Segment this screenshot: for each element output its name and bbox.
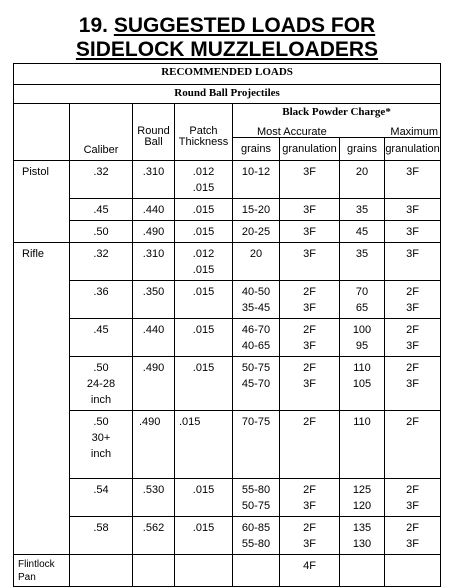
max-grains-header: grains xyxy=(340,138,385,161)
patch-thickness-cell: .015 xyxy=(175,357,233,411)
max-granulation-cell: 2F 3F xyxy=(385,479,441,517)
group-label-pistol: Pistol xyxy=(14,161,70,243)
accurate-granulation-cell: 2F 3F xyxy=(280,357,340,411)
table-row xyxy=(14,319,441,357)
accurate-granulation-cell: 3F xyxy=(280,161,340,199)
accurate-grains-cell: 60-85 55-80 xyxy=(233,517,280,555)
accurate-granulation-cell: 2F 3F xyxy=(280,479,340,517)
group-header-blank xyxy=(14,104,70,161)
caliber-cell: .32 xyxy=(70,243,133,281)
max-granulation-header: granulation xyxy=(385,138,441,161)
accurate-grains-cell: 15-20 xyxy=(233,199,280,221)
caliber-cell: .36 xyxy=(70,281,133,319)
accurate-granulation-cell: 3F xyxy=(280,243,340,281)
max-granulation-cell: 2F 3F xyxy=(385,319,441,357)
caliber-cell: .50 xyxy=(70,221,133,243)
accurate-granulation-cell: 4F xyxy=(280,555,340,587)
group-label-rifle: Rifle xyxy=(14,243,70,555)
patch-thickness-header: Patch Thickness xyxy=(175,104,233,161)
patch-thickness-cell: .015 xyxy=(175,319,233,357)
table-row xyxy=(14,221,441,243)
table-subheading: Round Ball Projectiles xyxy=(14,85,441,104)
charge-subheader xyxy=(233,124,441,138)
recommended-loads-table xyxy=(13,63,441,587)
round-ball-cell: .490 xyxy=(133,221,175,243)
table-row xyxy=(14,199,441,221)
round-ball-cell: .490 xyxy=(133,357,175,411)
acc-granulation-header: granulation xyxy=(280,138,340,161)
max-grains-cell: 20 xyxy=(340,161,385,199)
caliber-cell: .32 xyxy=(70,161,133,199)
patch-thickness-cell: .015 xyxy=(175,199,233,221)
max-granulation-cell: 2F 3F xyxy=(385,281,441,319)
section-number: 19. xyxy=(78,14,108,37)
patch-thickness-cell: .012 .015 xyxy=(175,161,233,199)
round-ball-cell xyxy=(133,555,175,587)
caliber-cell: .54 xyxy=(70,479,133,517)
accurate-granulation-cell: 2F xyxy=(280,411,340,479)
patch-thickness-cell: .015 xyxy=(175,411,233,479)
table-heading: RECOMMENDED LOADS xyxy=(14,64,441,85)
max-grains-cell: 35 xyxy=(340,199,385,221)
round-ball-header: Round Ball xyxy=(133,104,175,161)
table-row xyxy=(14,281,441,319)
max-grains-cell: 35 xyxy=(340,243,385,281)
caliber-cell: .58 xyxy=(70,517,133,555)
accurate-granulation-cell: 2F 3F xyxy=(280,517,340,555)
caliber-cell: .45 xyxy=(70,319,133,357)
table-row xyxy=(14,479,441,517)
accurate-granulation-cell: 2F 3F xyxy=(280,319,340,357)
table-row xyxy=(14,243,441,281)
accurate-granulation-cell: 2F 3F xyxy=(280,281,340,319)
accurate-grains-cell: 20-25 xyxy=(233,221,280,243)
patch-thickness-cell: .015 xyxy=(175,281,233,319)
round-ball-cell: .310 xyxy=(133,243,175,281)
caliber-cell xyxy=(70,555,133,587)
page-title-line-2 xyxy=(0,38,454,62)
accurate-grains-cell: 40-50 35-45 xyxy=(233,281,280,319)
most-accurate-label: Most Accurate xyxy=(257,126,327,138)
max-granulation-cell: 2F 3F xyxy=(385,357,441,411)
max-grains-cell: 100 95 xyxy=(340,319,385,357)
table-row xyxy=(14,411,441,479)
max-grains-cell: 110 xyxy=(340,411,385,479)
max-grains-cell xyxy=(340,555,385,587)
max-granulation-cell: 3F xyxy=(385,243,441,281)
accurate-granulation-cell: 3F xyxy=(280,221,340,243)
table-row xyxy=(14,555,441,587)
accurate-granulation-cell: 3F xyxy=(280,199,340,221)
table-row xyxy=(14,357,441,411)
caliber-header: Caliber xyxy=(70,104,133,161)
max-granulation-cell xyxy=(385,555,441,587)
accurate-grains-cell: 46-70 40-65 xyxy=(233,319,280,357)
accurate-grains-cell: 50-75 45-70 xyxy=(233,357,280,411)
accurate-grains-cell: 55-80 50-75 xyxy=(233,479,280,517)
max-grains-cell: 45 xyxy=(340,221,385,243)
max-grains-cell: 125 120 xyxy=(340,479,385,517)
patch-thickness-cell: .012 .015 xyxy=(175,243,233,281)
accurate-grains-cell: 10-12 xyxy=(233,161,280,199)
round-ball-cell: .530 xyxy=(133,479,175,517)
round-ball-cell: .310 xyxy=(133,161,175,199)
patch-thickness-cell xyxy=(175,555,233,587)
table-row xyxy=(14,517,441,555)
max-grains-cell: 70 65 xyxy=(340,281,385,319)
max-granulation-cell: 3F xyxy=(385,161,441,199)
max-granulation-cell: 2F xyxy=(385,411,441,479)
accurate-grains-cell: 20 xyxy=(233,243,280,281)
caliber-cell: .50 30+ inch xyxy=(70,411,133,479)
accurate-grains-cell xyxy=(233,555,280,587)
page-title-line-1 xyxy=(0,14,454,38)
max-grains-cell: 110 105 xyxy=(340,357,385,411)
round-ball-cell: .440 xyxy=(133,199,175,221)
table-row xyxy=(14,161,441,199)
round-ball-cell: .350 xyxy=(133,281,175,319)
acc-grains-header: grains xyxy=(233,138,280,161)
max-granulation-cell: 3F xyxy=(385,199,441,221)
patch-thickness-cell: .015 xyxy=(175,221,233,243)
accurate-grains-cell: 70-75 xyxy=(233,411,280,479)
round-ball-cell: .562 xyxy=(133,517,175,555)
round-ball-cell: .440 xyxy=(133,319,175,357)
title-line-2: SIDELOCK MUZZLELOADERS xyxy=(75,38,379,61)
black-powder-charge-header: Black Powder Charge* xyxy=(233,104,441,125)
round-ball-cell: .490 xyxy=(133,411,175,479)
max-granulation-cell: 2F 3F xyxy=(385,517,441,555)
patch-thickness-cell: .015 xyxy=(175,517,233,555)
caliber-cell: .45 xyxy=(70,199,133,221)
patch-thickness-cell: .015 xyxy=(175,479,233,517)
caliber-cell: .50 24-28 inch xyxy=(70,357,133,411)
title-line-1: SUGGESTED LOADS FOR xyxy=(113,14,376,37)
group-label-flintlock-pan: Flintlock Pan xyxy=(14,555,70,587)
maximum-label: Maximum xyxy=(390,126,439,138)
max-grains-cell: 135 130 xyxy=(340,517,385,555)
max-granulation-cell: 3F xyxy=(385,221,441,243)
